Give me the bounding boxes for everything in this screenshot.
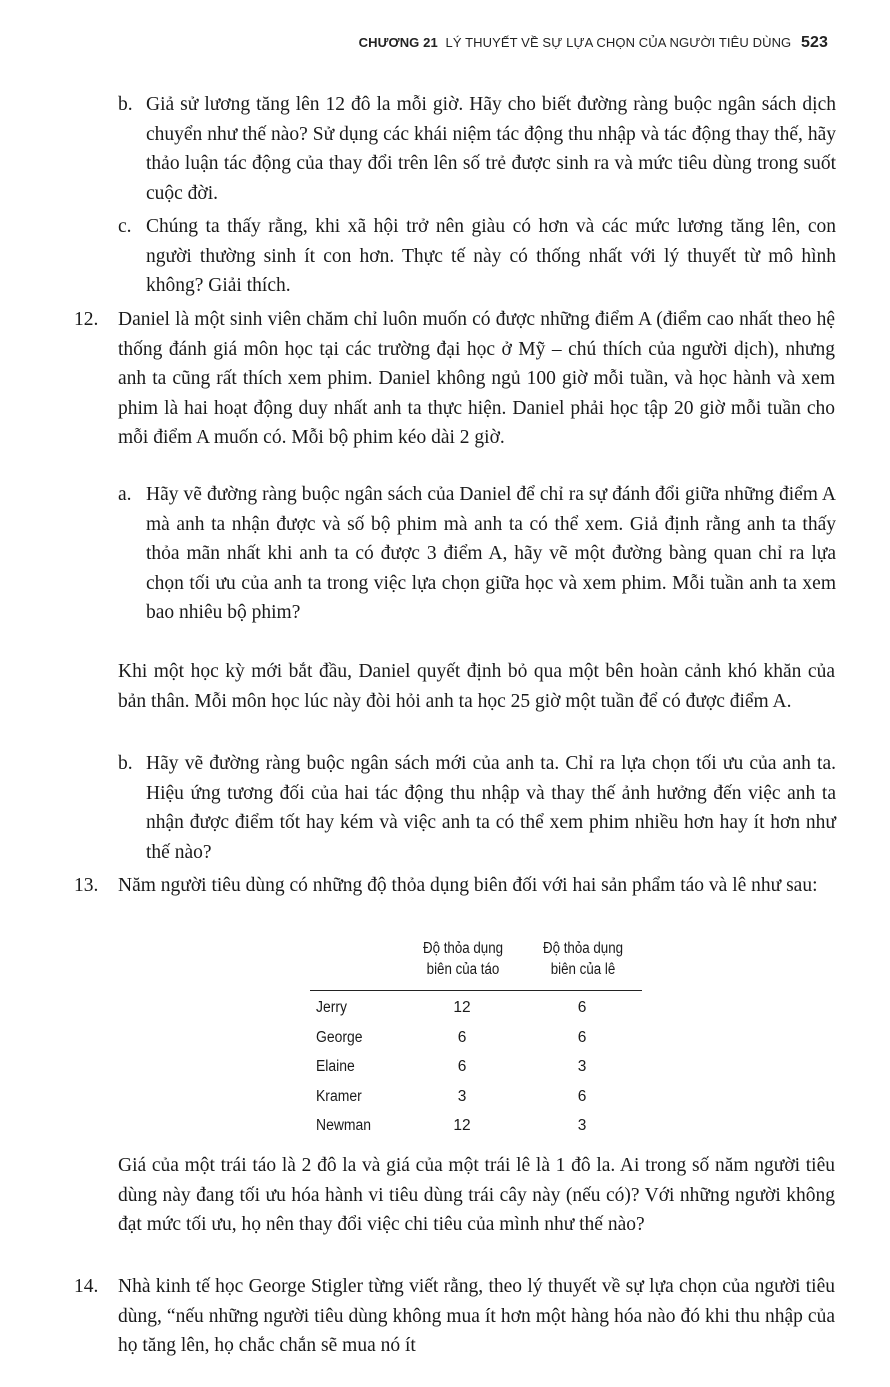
question-13 <box>0 871 835 901</box>
item-label: 14. <box>74 1276 99 1297</box>
apple-utility: 12 <box>453 999 471 1016</box>
consumer-name: Newman <box>316 1117 372 1134</box>
pear-utility: 3 <box>577 1058 587 1075</box>
header-apple <box>416 938 511 980</box>
header-pear-line2: biên của lê <box>550 961 616 978</box>
pear-utility: 6 <box>577 1087 587 1105</box>
page-number: 523 <box>801 34 828 51</box>
question-12a <box>0 480 836 628</box>
header-pear <box>536 938 631 980</box>
item-label: c. <box>118 216 132 237</box>
chapter-word: CHƯƠNG <box>358 35 420 50</box>
header-apple-line1: Độ thỏa dụng <box>422 940 504 957</box>
question-12b <box>0 749 836 867</box>
paragraph-text: Khi một học kỳ mới bắt đầu, Daniel quyết định bỏ qua một bên hoàn cảnh khó khăn của bản thân. Mỗi môn học lúc này đòi hỏi anh ta học 25 giờ một tuần để có được điểm A. <box>118 661 835 712</box>
item-label: b. <box>118 753 133 774</box>
item-label: 12. <box>74 309 99 330</box>
table-row <box>310 1082 642 1112</box>
table-header <box>310 932 642 991</box>
item-text: Hãy vẽ đường ràng buộc ngân sách mới của anh ta. Chỉ ra lựa chọn tối ưu của anh ta. Hiệu ứng tương đối của hai tác động thu nhập và thay thế ảnh hưởng đến việc anh ta nhận được điểm tốt hay kém và việc anh ta có thể xem phim nhiều hơn hay ít hơn như thế nào? <box>146 753 836 863</box>
chapter-number: 21 <box>423 35 438 50</box>
question-12 <box>0 305 835 453</box>
table-row <box>310 1111 642 1141</box>
table-row <box>310 1052 642 1082</box>
table-row <box>310 1023 642 1053</box>
item-text: Chúng ta thấy rằng, khi xã hội trở nên giàu có hơn và các mức lương tăng lên, con người thường sinh ít con hơn. Thực tế này có thống nhất với lý thuyết từ mô hình không? Giải thích. <box>146 216 836 297</box>
consumer-name: Elaine <box>316 1058 355 1075</box>
consumer-name: Jerry <box>316 999 348 1016</box>
pear-utility: 6 <box>577 999 587 1016</box>
apple-utility: 12 <box>453 1117 471 1134</box>
paragraph-text: Giá của một trái táo là 2 đô la và giá của một trái lê là 1 đô la. Ai trong số năm người tiêu dùng này đang tối ưu hóa hành vi tiêu dùng trái cây này (nếu có)? Với những người không đạt mức tối ưu, họ nên thay đổi việc chi tiêu của mình như thế nào? <box>118 1155 835 1236</box>
item-label: 13. <box>74 875 99 896</box>
apple-utility: 6 <box>457 1058 467 1075</box>
item-text: Daniel là một sinh viên chăm chỉ luôn muốn có được những điểm A (điểm cao nhất theo hệ thống đánh giá môn học tại các trường đại học ở Mỹ – chú thích của người dịch), nhưng anh ta cũng rất thích xem phim. Daniel không ngủ 100 giờ mỗi tuần, và học hành và xem phim là hai hoạt động duy nhất anh ta thực hiện. Daniel phải học tập 20 giờ mỗi tuần cho mỗi điểm A muốn có. Mỗi bộ phim kéo dài 2 giờ. <box>118 309 835 449</box>
table-body <box>310 991 642 1141</box>
item-text: Giả sử lương tăng lên 12 đô la mỗi giờ. Hãy cho biết đường ràng buộc ngân sách dịch chuyển như thế nào? Sử dụng các khái niệm tác động thu nhập và tác động thay thế, hãy thảo luận tác động của thay đổi trên lên số trẻ được sinh ra và mức tiêu dùng trong suốt cuộc đời. <box>146 94 836 204</box>
apple-utility: 3 <box>457 1087 467 1105</box>
pear-utility: 6 <box>577 1028 587 1046</box>
item-text: Nhà kinh tế học George Stigler từng viết rằng, theo lý thuyết về sự lựa chọn của người tiêu dùng, “nếu những người tiêu dùng không mua ít hơn một hàng hóa nào đó khi thu nhập của họ tăng lên, họ chắc chắn sẽ mua nó ít <box>118 1276 835 1357</box>
item-text: Hãy vẽ đường ràng buộc ngân sách của Daniel để chỉ ra sự đánh đổi giữa những điểm A mà anh ta nhận được và số bộ phim mà anh ta có thể xem. Giả định rằng anh ta thấy thỏa mãn nhất khi anh ta có được 3 điểm A, hãy vẽ một đường bàng quan chỉ ra lựa chọn tối ưu của anh ta trong việc lựa chọn giữa học và xem phim. Mỗi tuần anh ta xem bao nhiêu bộ phim? <box>146 484 836 624</box>
item-label: b. <box>118 94 133 115</box>
question-14 <box>0 1272 835 1361</box>
apple-utility: 6 <box>457 1028 467 1046</box>
running-header <box>0 34 828 52</box>
question-12-paragraph <box>0 657 835 716</box>
question-11b <box>0 90 836 208</box>
pear-utility: 3 <box>577 1117 587 1134</box>
consumer-name: Kramer <box>316 1087 362 1105</box>
chapter-title: LÝ THUYẾT VỀ SỰ LỰA CHỌN CỦA NGƯỜI TIÊU DÙNG <box>445 35 792 50</box>
marginal-utility-table <box>310 932 642 1141</box>
question-13-paragraph <box>0 1151 835 1240</box>
table-row <box>310 993 642 1023</box>
item-label: a. <box>118 484 132 505</box>
consumer-name: George <box>316 1028 363 1046</box>
question-11c <box>0 212 836 301</box>
header-apple-line2: biên của táo <box>426 961 500 978</box>
header-pear-line1: Độ thỏa dụng <box>542 940 624 957</box>
item-text: Năm người tiêu dùng có những độ thỏa dụng biên đối với hai sản phẩm táo và lê như sau: <box>118 875 818 896</box>
